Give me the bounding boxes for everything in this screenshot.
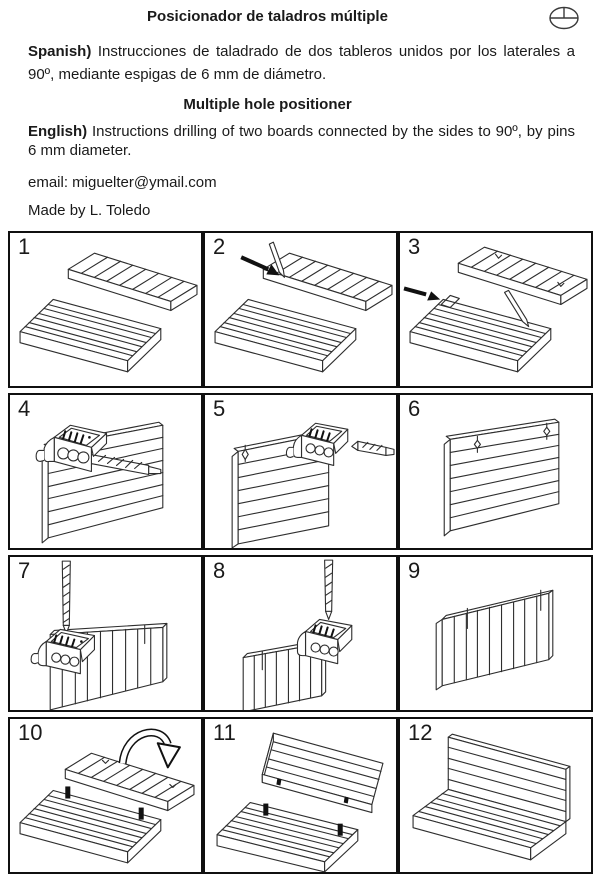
instruction-steps-grid — [8, 231, 593, 874]
step-number: 9 — [408, 558, 421, 583]
illustration-mark-top-board — [205, 233, 396, 386]
step-panel-4 — [8, 393, 203, 550]
step-panel-7 — [8, 555, 203, 712]
step-panel-8 — [203, 555, 398, 712]
page-title: Posicionador de taladros múltiple — [147, 8, 388, 25]
step-number: 1 — [18, 234, 31, 259]
step-number: 3 — [408, 234, 421, 259]
step-panel-12 — [398, 717, 593, 874]
credit-line: Made by L. Toledo — [28, 202, 151, 219]
step-number: 8 — [213, 558, 226, 583]
illustration-two-boards — [10, 233, 201, 386]
step-panel-2 — [203, 231, 398, 388]
illustration-jig-edge-right-drill-vertical — [205, 557, 396, 710]
dowel-pin — [338, 824, 343, 836]
step-number: 2 — [213, 234, 226, 259]
step-number: 12 — [408, 720, 433, 745]
english-text: Instructions drilling of two boards connected by the sides to 90º, by pins 6 mm diameter. — [28, 123, 575, 159]
spanish-instructions — [28, 40, 575, 86]
english-instructions — [28, 122, 575, 160]
illustration-mark-bottom-board — [400, 233, 591, 386]
illustration-jig-drill-horizontal — [10, 395, 201, 548]
drill-bit — [352, 441, 394, 455]
arrow-shaft — [241, 257, 268, 269]
step-number: 4 — [18, 396, 31, 421]
divided-ellipse-logo-icon — [548, 6, 580, 31]
step-number: 11 — [213, 720, 236, 745]
step-number: 6 — [408, 396, 421, 421]
step-panel-9 — [398, 555, 593, 712]
english-subtitle: Multiple hole positioner — [183, 96, 352, 113]
step-panel-5 — [203, 393, 398, 550]
arrow-head — [427, 291, 440, 300]
drill-bit — [325, 560, 333, 619]
dowel-pin — [65, 786, 70, 798]
spanish-label: Spanish) — [28, 43, 92, 60]
document-header — [0, 0, 600, 219]
email-line: email: miguelter@ymail.com — [28, 174, 217, 191]
flip-arrow-icon — [123, 733, 180, 768]
dowel-pin — [263, 804, 268, 816]
illustration-jig-right-drill-beside — [205, 395, 396, 548]
english-label: English) — [28, 123, 88, 140]
drill-bit — [62, 561, 70, 633]
step-panel-10 — [8, 717, 203, 874]
step-panel-6 — [398, 393, 593, 550]
illustration-jig-edge-drill-vertical — [10, 557, 201, 710]
step-panel-1 — [8, 231, 203, 388]
step-number: 10 — [18, 720, 43, 745]
illustration-edge-two-holes — [400, 557, 591, 710]
illustration-board-two-holes — [400, 395, 591, 548]
arrow-shaft — [404, 288, 426, 294]
step-panel-11 — [203, 717, 398, 874]
step-number: 5 — [213, 396, 226, 421]
step-number: 7 — [18, 558, 31, 583]
spanish-text: Instrucciones de taladrado de dos tableros unidos por los laterales a 90º, mediante espigas de 6 mm de diámetro. — [28, 43, 575, 83]
dowel-pin — [139, 808, 144, 820]
step-panel-3 — [398, 231, 593, 388]
